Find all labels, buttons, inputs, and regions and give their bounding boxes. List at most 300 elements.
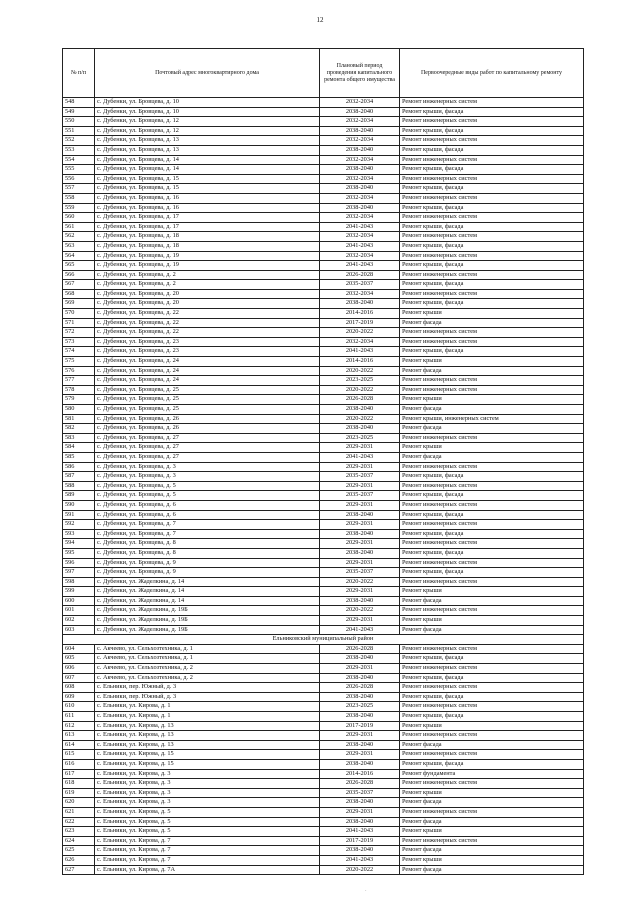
cell-num: 565 bbox=[63, 261, 95, 271]
cell-period: 2032-2034 bbox=[320, 337, 400, 347]
cell-num: 564 bbox=[63, 251, 95, 261]
cell-works: Ремонт инженерных систем bbox=[400, 500, 584, 510]
cell-works: Ремонт инженерных систем bbox=[400, 136, 584, 146]
cell-address: с. Дубенки, ул. Жаделкина, д. 19Б bbox=[95, 616, 320, 626]
table-row bbox=[63, 251, 584, 261]
cell-num: 624 bbox=[63, 836, 95, 846]
cell-address: с. Акчеево, ул. Сельхозтехника, д. 1 bbox=[95, 654, 320, 664]
table-row bbox=[63, 328, 584, 338]
cell-num: 600 bbox=[63, 596, 95, 606]
cell-num: 608 bbox=[63, 683, 95, 693]
cell-works: Ремонт крыши, фасада bbox=[400, 241, 584, 251]
cell-period: 2029-2031 bbox=[320, 539, 400, 549]
cell-address: с. Дубенки, ул. Бровцева, д. 22 bbox=[95, 318, 320, 328]
cell-period: 2038-2040 bbox=[320, 405, 400, 415]
table-row bbox=[63, 184, 584, 194]
table-row bbox=[63, 481, 584, 491]
cell-period: 2017-2019 bbox=[320, 721, 400, 731]
cell-period: 2041-2043 bbox=[320, 261, 400, 271]
table-row bbox=[63, 529, 584, 539]
cell-address: с. Дубенки, ул. Бровцева, д. 19 bbox=[95, 251, 320, 261]
cell-num: 603 bbox=[63, 625, 95, 635]
table-row bbox=[63, 299, 584, 309]
table-row bbox=[63, 520, 584, 530]
cell-period: 2038-2040 bbox=[320, 548, 400, 558]
cell-period: 2017-2019 bbox=[320, 318, 400, 328]
table-row bbox=[63, 203, 584, 213]
cell-period: 2041-2043 bbox=[320, 347, 400, 357]
cell-works: Ремонт крыши, фасада bbox=[400, 107, 584, 117]
cell-address: с. Дубенки, ул. Бровцева, д. 6 bbox=[95, 500, 320, 510]
cell-works: Ремонт крыши bbox=[400, 357, 584, 367]
cell-period: 2035-2037 bbox=[320, 472, 400, 482]
table-row bbox=[63, 568, 584, 578]
table-row bbox=[63, 136, 584, 146]
cell-num: 588 bbox=[63, 481, 95, 491]
cell-period: 2038-2040 bbox=[320, 299, 400, 309]
table-row bbox=[63, 740, 584, 750]
cell-works: Ремонт крыши bbox=[400, 587, 584, 597]
cell-num: 579 bbox=[63, 395, 95, 405]
cell-address: с. Дубенки, ул. Бровцева, д. 15 bbox=[95, 184, 320, 194]
cell-period: 2026-2028 bbox=[320, 270, 400, 280]
cell-address: с. Дубенки, ул. Бровцева, д. 6 bbox=[95, 510, 320, 520]
cell-period: 2038-2040 bbox=[320, 673, 400, 683]
cell-period: 2029-2031 bbox=[320, 481, 400, 491]
cell-period: 2038-2040 bbox=[320, 510, 400, 520]
cell-works: Ремонт инженерных систем bbox=[400, 232, 584, 242]
cell-works: Ремонт крыши, фасада bbox=[400, 280, 584, 290]
table-row bbox=[63, 318, 584, 328]
cell-address: с. Дубенки, ул. Бровцева, д. 12 bbox=[95, 126, 320, 136]
cell-works: Ремонт крыши, фасада bbox=[400, 222, 584, 232]
cell-address: с. Ельники, ул. Кирова, д. 3 bbox=[95, 798, 320, 808]
cell-address: с. Дубенки, ул. Бровцева, д. 7 bbox=[95, 529, 320, 539]
cell-works: Ремонт крыши, фасада bbox=[400, 673, 584, 683]
cell-address: с. Дубенки, ул. Бровцева, д. 26 bbox=[95, 424, 320, 434]
cell-address: с. Дубенки, ул. Бровцева, д. 20 bbox=[95, 299, 320, 309]
cell-works: Ремонт инженерных систем bbox=[400, 98, 584, 108]
table-row bbox=[63, 145, 584, 155]
cell-address: с. Дубенки, ул. Бровцева, д. 17 bbox=[95, 213, 320, 223]
table-row bbox=[63, 107, 584, 117]
cell-num: 592 bbox=[63, 520, 95, 530]
table-row bbox=[63, 337, 584, 347]
table-row bbox=[63, 165, 584, 175]
cell-works: Ремонт инженерных систем bbox=[400, 520, 584, 530]
table-row bbox=[63, 596, 584, 606]
cell-address: с. Дубенки, ул. Бровцева, д. 5 bbox=[95, 491, 320, 501]
cell-works: Ремонт фасада bbox=[400, 596, 584, 606]
cell-address: с. Ельники, ул. Кирова, д. 7 bbox=[95, 836, 320, 846]
cell-num: 572 bbox=[63, 328, 95, 338]
cell-num: 598 bbox=[63, 577, 95, 587]
cell-works: Ремонт крыши, фасада bbox=[400, 299, 584, 309]
cell-period: 2032-2034 bbox=[320, 213, 400, 223]
cell-period: 2014-2016 bbox=[320, 769, 400, 779]
cell-address: с. Дубенки, ул. Бровцева, д. 24 bbox=[95, 366, 320, 376]
table-row bbox=[63, 644, 584, 654]
cell-num: 560 bbox=[63, 213, 95, 223]
cell-works: Ремонт инженерных систем bbox=[400, 836, 584, 846]
cell-address: с. Дубенки, ул. Бровцева, д. 16 bbox=[95, 193, 320, 203]
table-row bbox=[63, 491, 584, 501]
cell-num: 571 bbox=[63, 318, 95, 328]
cell-num: 596 bbox=[63, 558, 95, 568]
cell-works: Ремонт инженерных систем bbox=[400, 606, 584, 616]
table-row bbox=[63, 261, 584, 271]
cell-address: с. Дубенки, ул. Бровцева, д. 25 bbox=[95, 405, 320, 415]
cell-works: Ремонт фасада bbox=[400, 846, 584, 856]
cell-works: Ремонт инженерных систем bbox=[400, 328, 584, 338]
cell-address: с. Дубенки, ул. Бровцева, д. 27 bbox=[95, 443, 320, 453]
cell-address: с. Дубенки, ул. Бровцева, д. 13 bbox=[95, 136, 320, 146]
cell-address: с. Дубенки, ул. Бровцева, д. 8 bbox=[95, 548, 320, 558]
section-row bbox=[63, 635, 584, 645]
table-row bbox=[63, 213, 584, 223]
cell-num: 614 bbox=[63, 740, 95, 750]
table-row bbox=[63, 395, 584, 405]
cell-num: 558 bbox=[63, 193, 95, 203]
cell-period: 2032-2034 bbox=[320, 155, 400, 165]
cell-works: Ремонт инженерных систем bbox=[400, 481, 584, 491]
cell-works: Ремонт инженерных систем bbox=[400, 558, 584, 568]
table-row bbox=[63, 779, 584, 789]
table-row bbox=[63, 280, 584, 290]
cell-period: 2035-2037 bbox=[320, 568, 400, 578]
cell-works: Ремонт инженерных систем bbox=[400, 193, 584, 203]
table-row bbox=[63, 807, 584, 817]
cell-num: 605 bbox=[63, 654, 95, 664]
cell-num: 597 bbox=[63, 568, 95, 578]
cell-address: с. Дубенки, ул. Бровцева, д. 25 bbox=[95, 385, 320, 395]
cell-address: с. Ельники, ул. Кирова, д. 3 bbox=[95, 788, 320, 798]
cell-period: 2029-2031 bbox=[320, 520, 400, 530]
cell-address: с. Дубенки, ул. Бровцева, д. 14 bbox=[95, 155, 320, 165]
cell-num: 549 bbox=[63, 107, 95, 117]
cell-num: 561 bbox=[63, 222, 95, 232]
cell-num: 601 bbox=[63, 606, 95, 616]
table-row bbox=[63, 664, 584, 674]
cell-works: Ремонт крыши bbox=[400, 827, 584, 837]
cell-works: Ремонт инженерных систем bbox=[400, 462, 584, 472]
cell-num: 582 bbox=[63, 424, 95, 434]
cell-period: 2038-2040 bbox=[320, 424, 400, 434]
cell-num: 591 bbox=[63, 510, 95, 520]
cell-address: с. Акчеево, ул. Сельхозтехника, д. 1 bbox=[95, 644, 320, 654]
cell-period: 2038-2040 bbox=[320, 184, 400, 194]
cell-address: с. Дубенки, ул. Бровцева, д. 12 bbox=[95, 117, 320, 127]
cell-period: 2029-2031 bbox=[320, 500, 400, 510]
cell-address: с. Дубенки, ул. Бровцева, д. 13 bbox=[95, 145, 320, 155]
cell-works: Ремонт крыши bbox=[400, 309, 584, 319]
cell-works: Ремонт крыши bbox=[400, 855, 584, 865]
cell-num: 626 bbox=[63, 855, 95, 865]
cell-works: Ремонт крыши, фасада bbox=[400, 261, 584, 271]
cell-period: 2038-2040 bbox=[320, 596, 400, 606]
cell-period: 2017-2019 bbox=[320, 836, 400, 846]
cell-num: 554 bbox=[63, 155, 95, 165]
table-row bbox=[63, 462, 584, 472]
cell-num: 581 bbox=[63, 414, 95, 424]
table-row bbox=[63, 616, 584, 626]
cell-works: Ремонт крыши, фасада bbox=[400, 529, 584, 539]
table-row bbox=[63, 347, 584, 357]
cell-num: 602 bbox=[63, 616, 95, 626]
cell-works: Ремонт инженерных систем bbox=[400, 750, 584, 760]
cell-num: 606 bbox=[63, 664, 95, 674]
cell-period: 2035-2037 bbox=[320, 280, 400, 290]
cell-period: 2038-2040 bbox=[320, 654, 400, 664]
cell-num: 553 bbox=[63, 145, 95, 155]
cell-works: Ремонт фасада bbox=[400, 625, 584, 635]
cell-num: 580 bbox=[63, 405, 95, 415]
cell-period: 2038-2040 bbox=[320, 145, 400, 155]
table-row bbox=[63, 827, 584, 837]
cell-num: 620 bbox=[63, 798, 95, 808]
cell-num: 548 bbox=[63, 98, 95, 108]
cell-period: 2029-2031 bbox=[320, 616, 400, 626]
cell-num: 585 bbox=[63, 452, 95, 462]
cell-num: 599 bbox=[63, 587, 95, 597]
cell-works: Ремонт крыши, фасада bbox=[400, 472, 584, 482]
cell-num: 607 bbox=[63, 673, 95, 683]
cell-address: с. Дубенки, ул. Бровцева, д. 9 bbox=[95, 568, 320, 578]
cell-period: 2032-2034 bbox=[320, 251, 400, 261]
cell-period: 2038-2040 bbox=[320, 712, 400, 722]
table-row bbox=[63, 712, 584, 722]
cell-num: 583 bbox=[63, 433, 95, 443]
cell-works: Ремонт крыши, фасада bbox=[400, 203, 584, 213]
table-row bbox=[63, 232, 584, 242]
cell-num: 569 bbox=[63, 299, 95, 309]
cell-period: 2029-2031 bbox=[320, 750, 400, 760]
cell-address: с. Акчеево, ул. Сельхозтехника, д. 2 bbox=[95, 673, 320, 683]
cell-address: с. Дубенки, ул. Бровцева, д. 2 bbox=[95, 280, 320, 290]
cell-works: Ремонт фасада bbox=[400, 865, 584, 875]
table-row bbox=[63, 270, 584, 280]
cell-period: 2032-2034 bbox=[320, 98, 400, 108]
cell-num: 584 bbox=[63, 443, 95, 453]
cell-works: Ремонт фасада bbox=[400, 405, 584, 415]
cell-works: Ремонт инженерных систем bbox=[400, 251, 584, 261]
table-row bbox=[63, 692, 584, 702]
table-row bbox=[63, 558, 584, 568]
table-row bbox=[63, 798, 584, 808]
cell-num: 609 bbox=[63, 692, 95, 702]
cell-num: 611 bbox=[63, 712, 95, 722]
cell-works: Ремонт инженерных систем bbox=[400, 289, 584, 299]
cell-address: с. Ельники, ул. Кирова, д. 13 bbox=[95, 721, 320, 731]
cell-num: 562 bbox=[63, 232, 95, 242]
cell-works: Ремонт инженерных систем bbox=[400, 155, 584, 165]
cell-works: Ремонт крыши, фасада bbox=[400, 568, 584, 578]
cell-works: Ремонт крыши, фасада bbox=[400, 347, 584, 357]
cell-works: Ремонт инженерных систем bbox=[400, 539, 584, 549]
cell-works: Ремонт инженерных систем bbox=[400, 270, 584, 280]
cell-num: 578 bbox=[63, 385, 95, 395]
cell-works: Ремонт фасада bbox=[400, 740, 584, 750]
table-row bbox=[63, 472, 584, 482]
cell-num: 621 bbox=[63, 807, 95, 817]
cell-works: Ремонт инженерных систем bbox=[400, 702, 584, 712]
table-row bbox=[63, 405, 584, 415]
cell-address: с. Дубенки, ул. Бровцева, д. 17 bbox=[95, 222, 320, 232]
cell-address: с. Дубенки, ул. Бровцева, д. 3 bbox=[95, 472, 320, 482]
cell-period: 2023-2025 bbox=[320, 702, 400, 712]
cell-num: 551 bbox=[63, 126, 95, 136]
cell-period: 2038-2040 bbox=[320, 798, 400, 808]
table-row bbox=[63, 414, 584, 424]
cell-period: 2020-2022 bbox=[320, 414, 400, 424]
cell-works: Ремонт инженерных систем bbox=[400, 117, 584, 127]
cell-num: 576 bbox=[63, 366, 95, 376]
table-row bbox=[63, 587, 584, 597]
cell-works: Ремонт крыши, фасада bbox=[400, 145, 584, 155]
cell-period: 2038-2040 bbox=[320, 529, 400, 539]
cell-works: Ремонт крыши, фасада bbox=[400, 126, 584, 136]
cell-num: 570 bbox=[63, 309, 95, 319]
cell-works: Ремонт крыши, фасада bbox=[400, 654, 584, 664]
cell-works: Ремонт инженерных систем bbox=[400, 213, 584, 223]
scan-mark: · bbox=[365, 889, 367, 894]
cell-period: 2038-2040 bbox=[320, 165, 400, 175]
cell-num: 619 bbox=[63, 788, 95, 798]
cell-period: 2032-2034 bbox=[320, 136, 400, 146]
header-works: Первоочередные виды работ по капитальному ремонту bbox=[400, 49, 584, 98]
table-row bbox=[63, 606, 584, 616]
cell-num: 550 bbox=[63, 117, 95, 127]
table-header-row bbox=[63, 49, 584, 98]
cell-works: Ремонт инженерных систем bbox=[400, 577, 584, 587]
header-num: № п/п bbox=[63, 49, 95, 98]
cell-num: 557 bbox=[63, 184, 95, 194]
cell-period: 2020-2022 bbox=[320, 865, 400, 875]
cell-address: с. Дубенки, ул. Жаделкина, д. 14 bbox=[95, 577, 320, 587]
cell-num: 568 bbox=[63, 289, 95, 299]
cell-address: с. Дубенки, ул. Бровцева, д. 27 bbox=[95, 452, 320, 462]
cell-num: 575 bbox=[63, 357, 95, 367]
cell-address: с. Ельники, ул. Кирова, д. 7 bbox=[95, 855, 320, 865]
cell-works: Ремонт крыши bbox=[400, 395, 584, 405]
cell-num: 552 bbox=[63, 136, 95, 146]
table-row bbox=[63, 855, 584, 865]
table-row bbox=[63, 673, 584, 683]
table-row bbox=[63, 174, 584, 184]
cell-address: с. Дубенки, ул. Бровцева, д. 3 bbox=[95, 462, 320, 472]
table-row bbox=[63, 98, 584, 108]
cell-address: с. Ельники, ул. Кирова, д. 13 bbox=[95, 731, 320, 741]
cell-address: с. Дубенки, ул. Бровцева, д. 5 bbox=[95, 481, 320, 491]
cell-period: 2026-2028 bbox=[320, 779, 400, 789]
table-row bbox=[63, 443, 584, 453]
cell-num: 563 bbox=[63, 241, 95, 251]
cell-address: с. Дубенки, ул. Бровцева, д. 23 bbox=[95, 337, 320, 347]
cell-address: с. Дубенки, ул. Бровцева, д. 10 bbox=[95, 98, 320, 108]
cell-num: 610 bbox=[63, 702, 95, 712]
section-title: Ельниковский муниципальный район bbox=[63, 635, 584, 645]
cell-num: 556 bbox=[63, 174, 95, 184]
cell-works: Ремонт фундамента bbox=[400, 769, 584, 779]
cell-period: 2041-2043 bbox=[320, 827, 400, 837]
table-row bbox=[63, 126, 584, 136]
table-row bbox=[63, 385, 584, 395]
table-row bbox=[63, 759, 584, 769]
cell-period: 2032-2034 bbox=[320, 117, 400, 127]
cell-works: Ремонт инженерных систем bbox=[400, 376, 584, 386]
cell-num: 567 bbox=[63, 280, 95, 290]
cell-period: 2032-2034 bbox=[320, 174, 400, 184]
cell-num: 555 bbox=[63, 165, 95, 175]
cell-address: с. Дубенки, ул. Бровцева, д. 9 bbox=[95, 558, 320, 568]
table-row bbox=[63, 539, 584, 549]
cell-period: 2041-2043 bbox=[320, 625, 400, 635]
cell-num: 566 bbox=[63, 270, 95, 280]
cell-num: 613 bbox=[63, 731, 95, 741]
cell-period: 2020-2022 bbox=[320, 328, 400, 338]
table-row bbox=[63, 193, 584, 203]
cell-works: Ремонт фасада bbox=[400, 366, 584, 376]
cell-period: 2023-2025 bbox=[320, 376, 400, 386]
cell-period: 2014-2016 bbox=[320, 309, 400, 319]
cell-address: с. Дубенки, ул. Жаделкина, д. 14 bbox=[95, 587, 320, 597]
cell-num: 595 bbox=[63, 548, 95, 558]
cell-period: 2029-2031 bbox=[320, 664, 400, 674]
table-row bbox=[63, 577, 584, 587]
cell-address: с. Дубенки, ул. Бровцева, д. 18 bbox=[95, 241, 320, 251]
table-row bbox=[63, 721, 584, 731]
cell-address: с. Дубенки, ул. Бровцева, д. 20 bbox=[95, 289, 320, 299]
cell-period: 2038-2040 bbox=[320, 846, 400, 856]
cell-num: 617 bbox=[63, 769, 95, 779]
cell-address: с. Дубенки, ул. Бровцева, д. 18 bbox=[95, 232, 320, 242]
cell-period: 2020-2022 bbox=[320, 366, 400, 376]
table-row bbox=[63, 357, 584, 367]
cell-address: с. Дубенки, ул. Бровцева, д. 14 bbox=[95, 165, 320, 175]
cell-address: с. Дубенки, ул. Жаделкина, д. 14 bbox=[95, 596, 320, 606]
cell-works: Ремонт инженерных систем bbox=[400, 807, 584, 817]
cell-period: 2041-2043 bbox=[320, 855, 400, 865]
cell-address: с. Дубенки, ул. Бровцева, д. 8 bbox=[95, 539, 320, 549]
cell-num: 622 bbox=[63, 817, 95, 827]
cell-num: 604 bbox=[63, 644, 95, 654]
table-row bbox=[63, 376, 584, 386]
table-row bbox=[63, 702, 584, 712]
cell-num: 590 bbox=[63, 500, 95, 510]
cell-works: Ремонт крыши, фасада bbox=[400, 692, 584, 702]
cell-period: 2038-2040 bbox=[320, 759, 400, 769]
table-row bbox=[63, 424, 584, 434]
cell-num: 574 bbox=[63, 347, 95, 357]
table-row bbox=[63, 366, 584, 376]
cell-address: с. Акчеево, ул. Сельхозтехника, д. 2 bbox=[95, 664, 320, 674]
cell-address: с. Ельники, ул. Кирова, д. 15 bbox=[95, 750, 320, 760]
cell-num: 612 bbox=[63, 721, 95, 731]
cell-works: Ремонт инженерных систем bbox=[400, 174, 584, 184]
table-row bbox=[63, 433, 584, 443]
cell-works: Ремонт инженерных систем bbox=[400, 385, 584, 395]
cell-period: 2026-2028 bbox=[320, 395, 400, 405]
cell-period: 2032-2034 bbox=[320, 232, 400, 242]
cell-works: Ремонт крыши bbox=[400, 788, 584, 798]
cell-address: с. Ельники, пер. Южный, д. 3 bbox=[95, 692, 320, 702]
cell-address: с. Дубенки, ул. Бровцева, д. 2 bbox=[95, 270, 320, 280]
cell-num: 594 bbox=[63, 539, 95, 549]
cell-works: Ремонт крыши, фасада bbox=[400, 759, 584, 769]
cell-address: с. Дубенки, ул. Бровцева, д. 19 bbox=[95, 261, 320, 271]
cell-address: с. Ельники, ул. Кирова, д. 1 bbox=[95, 712, 320, 722]
cell-period: 2041-2043 bbox=[320, 222, 400, 232]
